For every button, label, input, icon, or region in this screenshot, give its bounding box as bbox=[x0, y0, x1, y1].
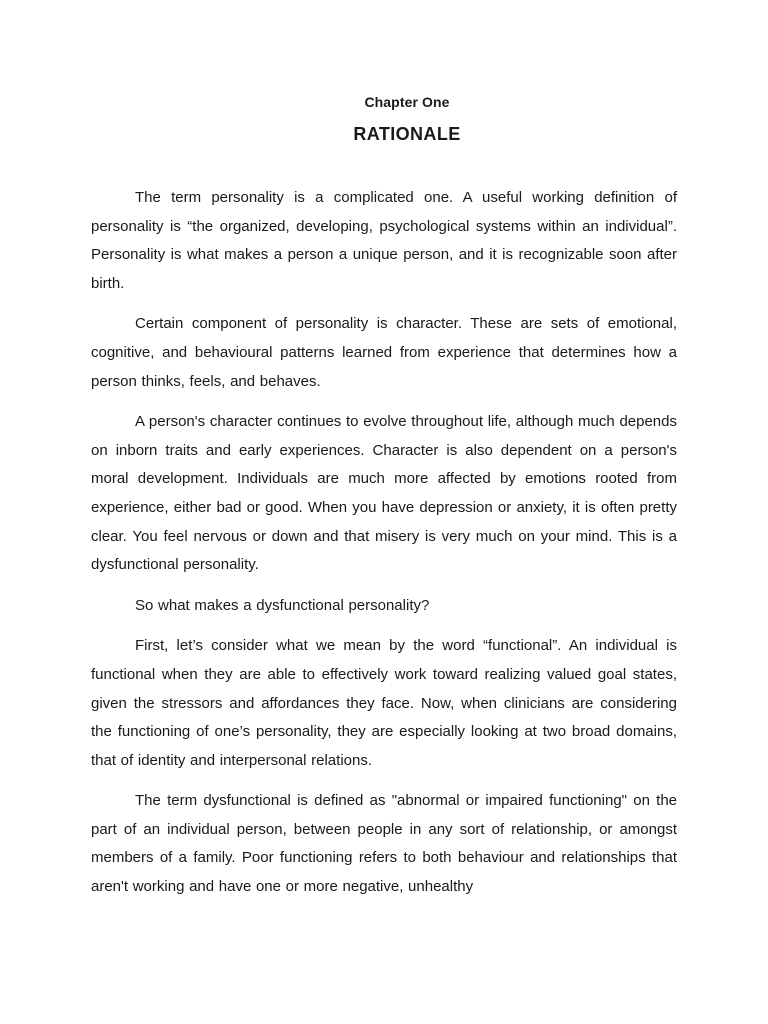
chapter-title: RATIONALE bbox=[353, 124, 461, 144]
paragraph: The term dysfunctional is defined as "abnormal or impaired functioning" on the part of an individual person, between people in any sort of relationship, or amongst members of a family. Poor functioning refers to both behaviour and relationships that aren't working and have one or more negative, unhealthy bbox=[91, 792, 677, 896]
paragraph: A person's character continues to evolve throughout life, although much depends on inborn traits and early experiences. Character is also dependent on a person's moral development. Individuals are much more affected by emotions rooted from experience, either bad or good. When you have depression or anxiety, it is often pretty clear. You feel nervous or down and that misery is very much on your mind. This is a dysfunctional personality. bbox=[91, 413, 677, 574]
paragraph: The term personality is a complicated one. A useful working definition of personality is “the organized, developing, psychological systems within an individual”. Personality is what makes a person a unique person, and it is recognizable soon after birth. bbox=[91, 189, 677, 292]
chapter-label: Chapter One bbox=[364, 94, 450, 110]
paragraph: So what makes a dysfunctional personality? bbox=[135, 596, 430, 614]
paragraph: First, let’s consider what we mean by the word “functional”. An individual is functional when they are able to effectively work toward realizing valued goal states, given the stressors and affordances they face. Now, when clinicians are considering the functioning of one’s personality, they are especially looking at two broad domains, that of identity and interpersonal relations. bbox=[91, 637, 677, 769]
paragraph: Certain component of personality is character. These are sets of emotional, cognitive, and behavioural patterns learned from experience that determines how a person thinks, feels, and behaves. bbox=[91, 315, 677, 390]
body-text bbox=[91, 184, 677, 914]
